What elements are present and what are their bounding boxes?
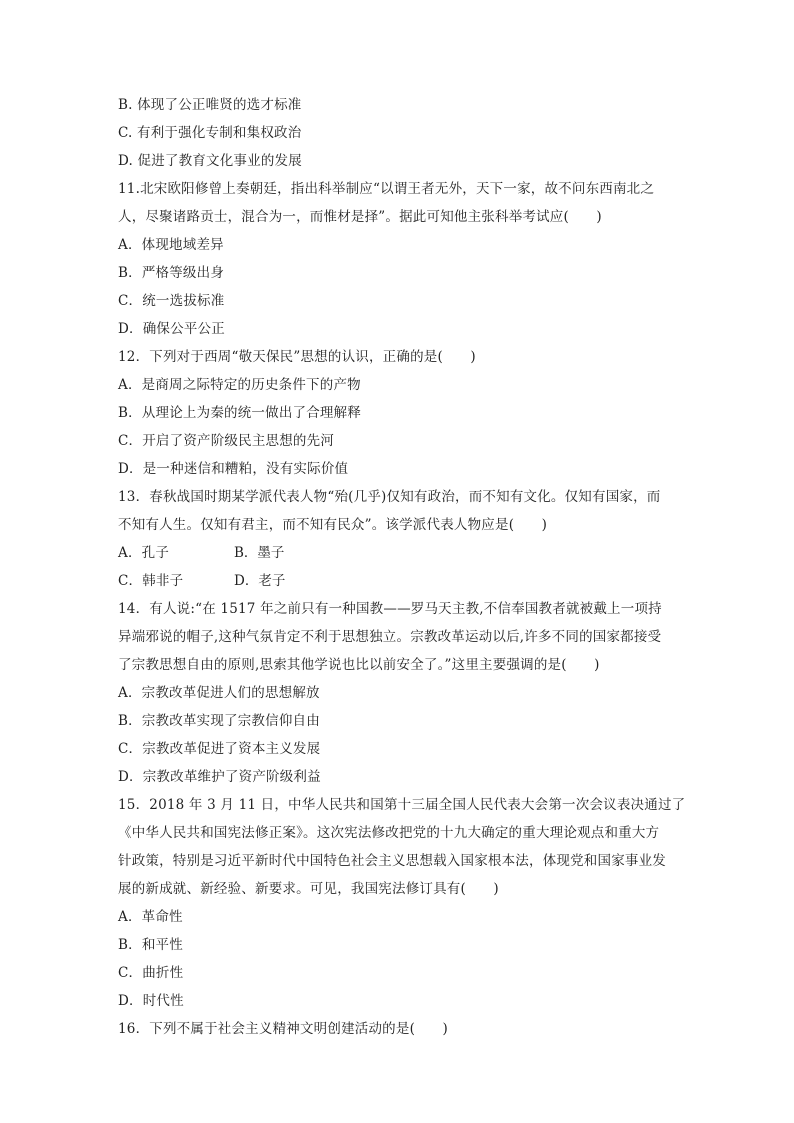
question-13-option-d: D．老子 xyxy=(234,573,286,589)
question-12-option-a: A．是商周之际特定的历史条件下的产物 xyxy=(118,377,361,393)
prev-option-b: B. 体现了公正唯贤的选才标准 xyxy=(118,97,302,113)
question-15-option-a: A．革命性 xyxy=(118,909,183,925)
question-14-stem-line-3: 了宗教思想自由的原则,思索其他学说也比以前安全了。”这里主要强调的是( ) xyxy=(118,657,600,673)
question-14-stem-line-2: 异端邪说的帽子,这种气氛肯定不利于思想独立。宗教改革运动以后,许多不同的国家都接受 xyxy=(118,629,662,645)
question-15-stem-line-2: 《中华人民共和国宪法修正案》。这次宪法修改把党的十九大确定的重大理论观点和重大方 xyxy=(118,825,660,841)
question-14-stem-line-1: 14．有人说:“在 1517 年之前只有一种国教——罗马天主教,不信奉国教者就被戴上一项持 xyxy=(118,601,662,617)
question-12-option-b: B．从理论上为秦的统一做出了合理解释 xyxy=(118,405,362,421)
prev-option-c: C. 有利于强化专制和集权政治 xyxy=(118,125,302,141)
question-14-option-b: B．宗教改革实现了宗教信仰自由 xyxy=(118,713,320,729)
question-15-option-b: B．和平性 xyxy=(118,937,183,953)
question-16-stem-line-1: 16．下列不属于社会主义精神文明创建活动的是( ) xyxy=(118,1021,448,1037)
question-11-stem-line-2: 人，尽聚诸路贡士，混合为一，而惟材是择”。据此可知他主张科举考试应( ) xyxy=(118,209,602,225)
question-14-option-a: A．宗教改革促进人们的思想解放 xyxy=(118,685,320,701)
question-15-stem-line-4: 展的新成就、新经验、新要求。可见，我国宪法修订具有( ) xyxy=(118,881,499,897)
question-15-option-d: D．时代性 xyxy=(118,993,184,1009)
question-15-stem-line-3: 针政策，特别是习近平新时代中国特色社会主义思想载入国家根本法，体现党和国家事业发 xyxy=(118,853,666,869)
question-12-option-c: C．开启了资产阶级民主思想的先河 xyxy=(118,433,335,449)
prev-option-d: D. 促进了教育文化事业的发展 xyxy=(118,153,302,169)
question-14-option-c: C．宗教改革促进了资本主义发展 xyxy=(118,741,321,757)
question-11-option-d: D．确保公平公正 xyxy=(118,321,225,337)
question-13-stem-line-2: 不知有人生。仅知有君主，而不知有民众”。该学派代表人物应是( ) xyxy=(118,517,548,533)
question-11-option-c: C．统一选拔标准 xyxy=(118,293,225,309)
question-11-option-a: A．体现地域差异 xyxy=(118,237,224,253)
question-14-option-d: D．宗教改革维护了资产阶级利益 xyxy=(118,769,321,785)
question-15-stem-line-1: 15．2018 年 3 月 11 日，中华人民共和国第十三届全国人民代表大会第一次会议表决通过了 xyxy=(118,797,686,813)
question-13-option-c: C．韩非子 xyxy=(118,573,184,589)
question-12-stem-line-1: 12．下列对于西周“敬天保民”思想的认识，正确的是( ) xyxy=(118,349,476,365)
question-12-option-d: D．是一种迷信和糟粕，没有实际价值 xyxy=(118,461,349,477)
question-13-option-b: B．墨子 xyxy=(234,545,285,561)
question-11-option-b: B．严格等级出身 xyxy=(118,265,225,281)
question-15-option-c: C．曲折性 xyxy=(118,965,184,981)
question-13-stem-line-1: 13．春秋战国时期某学派代表人物“殆(几乎)仅知有政治，而不知有文化。仅知有国家，而 xyxy=(118,489,661,505)
question-13-option-a: A．孔子 xyxy=(118,545,170,561)
question-11-stem-line-1: 11.北宋欧阳修曾上奏朝廷，指出科举制应“以谓王者无外，天下一家，故不问东西南北之 xyxy=(118,181,655,197)
